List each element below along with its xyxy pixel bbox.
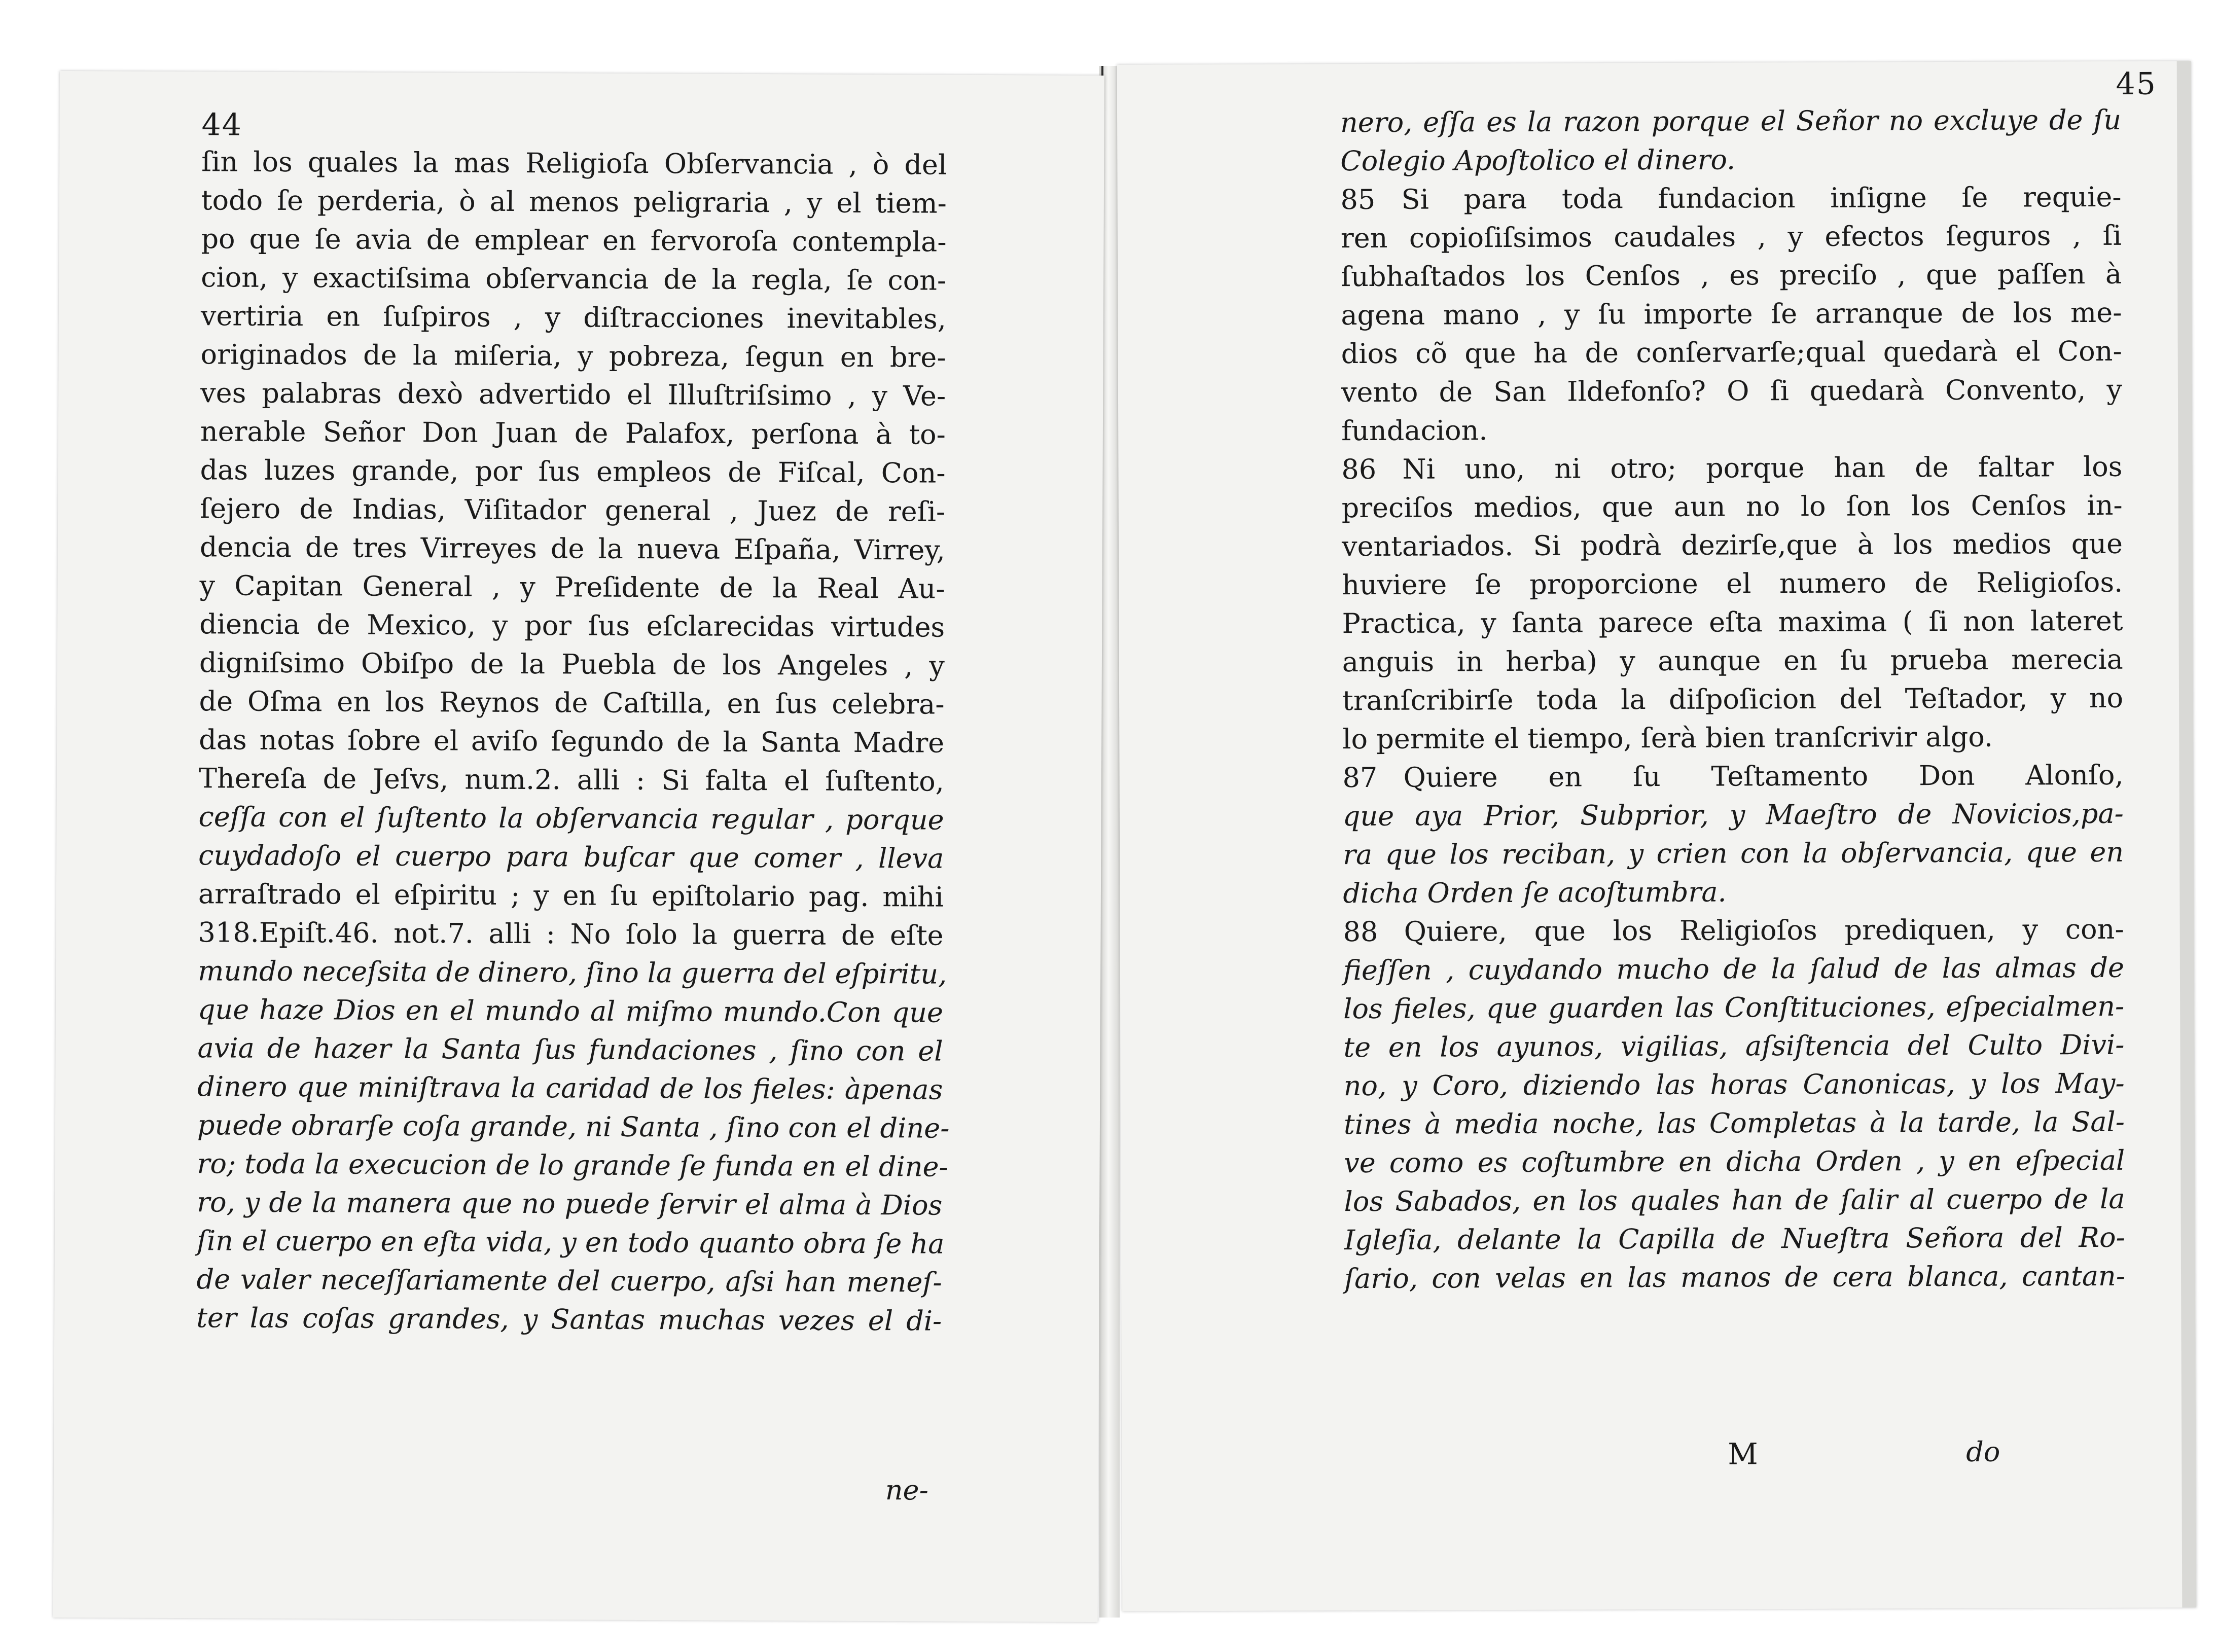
text-line	[1343, 795, 2124, 836]
line-text: dicha Orden ſe acoſtumbra.	[1343, 876, 1727, 910]
text-line	[1343, 1026, 2124, 1067]
text-line	[197, 1106, 950, 1147]
line-text: y Capitan General , y Preſidente de la Real Au-	[199, 569, 945, 605]
text-line	[1344, 1257, 2125, 1298]
line-text: originados de la miſeria, y pobreza, ſegun en bre-	[200, 338, 946, 374]
text-line	[1341, 332, 2122, 373]
text-line	[199, 682, 944, 724]
text-line	[198, 952, 947, 993]
text-line	[1342, 563, 2123, 604]
text-line	[198, 875, 944, 916]
text-line	[199, 605, 945, 647]
text-line	[1342, 679, 2123, 720]
line-text: avia de hazer la Santa ſus fundaciones , ſino con el	[197, 1032, 943, 1067]
line-text: cion, y exactiſsima obſervancia de la regla, ſe con-	[201, 261, 947, 297]
text-line	[1342, 717, 2123, 759]
line-text: Quiere en ſu Teſtamento Don Alonſo,	[1403, 759, 2124, 794]
text-line	[198, 836, 944, 878]
text-line	[1344, 1064, 2125, 1105]
text-line	[1341, 409, 2122, 450]
text-line	[1341, 255, 2122, 296]
line-text: po que ſe avia de emplear en fervoroſa contempla-	[201, 223, 947, 258]
line-text: Igleſia, delante la Capilla de Nueſtra Señora del Ro-	[1344, 1221, 2125, 1256]
text-line	[201, 258, 946, 300]
line-text: nero, eſſa es la razon porque el Señor no excluye de ſu	[1340, 103, 2122, 139]
text-line	[198, 913, 943, 955]
text-line	[198, 798, 944, 839]
line-text: huviere ſe proporcione el numero de Religioſos.	[1342, 566, 2123, 601]
text-line	[1344, 1103, 2125, 1144]
text-line	[1342, 525, 2123, 566]
text-line	[1344, 1141, 2125, 1182]
line-text: preciſos medios, que aun no lo ſon los Cenſos in-	[1341, 489, 2123, 524]
line-text: ſin el cuerpo en eſta vida, y en todo quanto obra ſe ha	[196, 1225, 945, 1260]
line-text: ſario, con velas en las manos de cera blanca, cantan-	[1344, 1260, 2126, 1295]
line-text: fieſſen , cuydando mucho de la ſalud de las almas de	[1343, 951, 2125, 987]
line-text: dencia de tres Virreyes de la nueva Eſpaña, Virrey,	[199, 531, 946, 566]
text-line	[201, 142, 947, 184]
catchword: do	[1966, 1435, 2000, 1468]
text-line	[1342, 486, 2123, 527]
paragraph-number: 88	[1343, 915, 1378, 948]
line-text: fundacion.	[1341, 414, 1488, 447]
text-line	[196, 1222, 945, 1263]
line-text: Quiere, que los Religioſos prediquen, y con-	[1404, 913, 2124, 948]
right-page	[1117, 61, 2197, 1611]
line-text: que aya Prior, Subprior, y Maeſtro de Novicios,pa-	[1342, 797, 2124, 833]
text-line	[196, 1260, 942, 1302]
text-line	[1342, 756, 2123, 797]
line-text: ſubhaſtados los Cenſos , es preciſo , que paſſen à	[1341, 258, 2122, 293]
text-line	[1340, 178, 2121, 219]
text-line	[197, 1144, 948, 1186]
line-text: ro; toda la execucion de lo grande ſe funda en el dine-	[197, 1147, 948, 1183]
text-line	[1343, 910, 2124, 951]
line-text: diencia de Mexico, y por ſus eſclarecidas virtudes	[199, 608, 945, 643]
text-line	[1343, 987, 2124, 1028]
text-line	[1343, 833, 2124, 874]
line-text: digniſsimo Obiſpo de la Puebla de los Angeles , y	[199, 647, 945, 682]
line-text: ro, y de la manera que no puede ſervir el alma à Dios	[197, 1186, 943, 1222]
line-text: tranſcribirſe toda la diſpoſicion del Teſtador, y no	[1342, 681, 2124, 717]
text-line	[201, 297, 946, 338]
line-text: Colegio Apoſtolico el dinero.	[1340, 143, 1736, 177]
paragraph-number: 85	[1340, 183, 1376, 216]
paragraph-number: 86	[1341, 453, 1377, 486]
text-line	[1343, 872, 2124, 913]
line-text: ra que los reciban, y crien con la obſervancia, que en	[1343, 836, 2124, 871]
text-line	[201, 220, 946, 261]
text-line	[1343, 949, 2124, 990]
text-line	[200, 451, 945, 492]
line-text: Practica, y ſanta parece eſta maxima ( ſi non lateret	[1342, 604, 2123, 640]
line-text: das luzes grande, por ſus empleos de Fiſcal, Con-	[200, 454, 946, 489]
text-line	[1340, 139, 2121, 181]
line-text: de valer neceſſariamente del cuerpo, aſsi han meneſ-	[196, 1263, 942, 1299]
line-text: los Sabados, en los quales han de ſalir al cuerpo de la	[1344, 1182, 2125, 1218]
line-text: puede obrarſe coſa grande, ni Santa , ſino con el dine-	[197, 1109, 950, 1144]
text-line	[1344, 1218, 2125, 1260]
line-text: arraſtrado el eſpiritu ; y en ſu epiſtolario pag. mihi	[198, 878, 944, 913]
text-line	[1344, 1180, 2125, 1221]
line-text: 318.Epiſt.46. not.7. alli : No ſolo la guerra de eſte	[198, 916, 944, 952]
text-line	[1341, 217, 2122, 258]
text-line	[1341, 371, 2122, 412]
text-line	[199, 721, 944, 762]
text-line	[198, 990, 943, 1032]
line-text: ter las coſas grandes, y Santas muchas vezes el di-	[196, 1302, 942, 1337]
text-line	[197, 1183, 942, 1225]
line-text: Thereſa de Jeſvs, num.2. alli : Si falta el ſuſtento,	[198, 762, 945, 798]
text-line	[200, 489, 945, 531]
text-line	[199, 759, 944, 801]
text-line	[1342, 640, 2123, 681]
text-line	[200, 374, 946, 415]
text-line	[200, 335, 946, 377]
line-text: ſejero de Indias, Viſitador general , Juez de reſi-	[200, 492, 946, 528]
line-text: no, y Coro, diziendo las horas Canonicas, y los May-	[1343, 1067, 2125, 1102]
line-text: das notas ſobre el aviſo ſegundo de la Santa Madre	[199, 724, 945, 759]
line-text: tines à media noche, las Completas à la tarde, la Sal-	[1343, 1105, 2125, 1141]
line-text: dinero que miniſtrava la caridad de los fieles: àpenas	[197, 1070, 943, 1106]
line-text: anguis in herba) y aunque en ſu prueba merecia	[1342, 643, 2123, 678]
line-text: mundo neceſsita de dinero, ſino la guerra del eſpiritu,	[198, 955, 947, 990]
page-number: 44	[201, 107, 243, 143]
line-text: Ni uno, ni otro; porque han de faltar los	[1402, 450, 2123, 485]
line-text: ceſſa con el ſuſtento la obſervancia regular , porque	[198, 801, 944, 836]
text-line	[200, 528, 945, 569]
line-text: vertiria en ſuſpiros , y diſtracciones inevitables,	[200, 300, 947, 335]
line-text: nerable Señor Don Juan de Palafox, perſona à to-	[200, 415, 946, 451]
signature-mark: M	[1728, 1436, 1760, 1471]
text-line	[196, 1299, 942, 1340]
line-text: ſin los quales la mas Religioſa Obſervancia , ò del	[201, 146, 947, 181]
text-line	[197, 1067, 943, 1109]
left-page	[53, 71, 1104, 1622]
text-line	[200, 412, 946, 454]
page-number: 45	[2116, 66, 2157, 102]
text-line	[199, 566, 945, 608]
line-text: ventariados. Si podrà dezirſe,que à los medios que	[1341, 527, 2123, 563]
line-text: dios cõ que ha de conſervarſe;qual quedarà el Con-	[1341, 335, 2122, 370]
text-line	[1341, 448, 2122, 489]
text-line	[201, 181, 947, 223]
text-line	[197, 1029, 943, 1070]
line-text: Si para toda fundacion inſigne ſe requie-	[1401, 181, 2122, 216]
line-text: te en los ayunos, vigilias, aſsiſtencia del Culto Divi-	[1343, 1028, 2125, 1064]
line-text: todo ſe perderia, ò al menos peligraria , y el tiem-	[201, 184, 947, 220]
line-text: agena mano , y ſu importe ſe arranque de los me-	[1341, 296, 2122, 332]
paragraph-number: 87	[1342, 761, 1378, 794]
line-text: lo permite el tiempo, ſerà bien tranſcrivir algo.	[1342, 721, 1993, 756]
line-text: los fieles, que guarden las Conſtituciones, eſpecialmen-	[1343, 990, 2125, 1025]
line-text: cuydadoſo el cuerpo para buſcar que comer , lleva	[198, 839, 944, 875]
line-text: ren copioſiſsimos caudales , y efectos ſeguros , ſi	[1340, 219, 2122, 255]
line-text: ves palabras dexò advertido el Illuſtriſsimo , y Ve-	[200, 377, 946, 412]
left-page-text	[196, 142, 950, 1340]
text-line	[199, 643, 945, 685]
text-line	[1341, 294, 2122, 335]
line-text: de Oſma en los Reynos de Caſtilla, en ſus celebra-	[199, 685, 945, 721]
right-page-text	[1340, 101, 2125, 1298]
text-line	[1342, 602, 2123, 643]
line-text: ve como es coſtumbre en dicha Orden , y en eſpecial	[1344, 1144, 2125, 1179]
line-text: que haze Dios en el mundo al miſmo mundo.Con que	[197, 993, 944, 1029]
line-text: vento de San Ildefonſo? O ſi quedarà Convento, y	[1341, 373, 2123, 409]
text-line	[1340, 101, 2121, 142]
catchword: ne-	[885, 1474, 928, 1506]
